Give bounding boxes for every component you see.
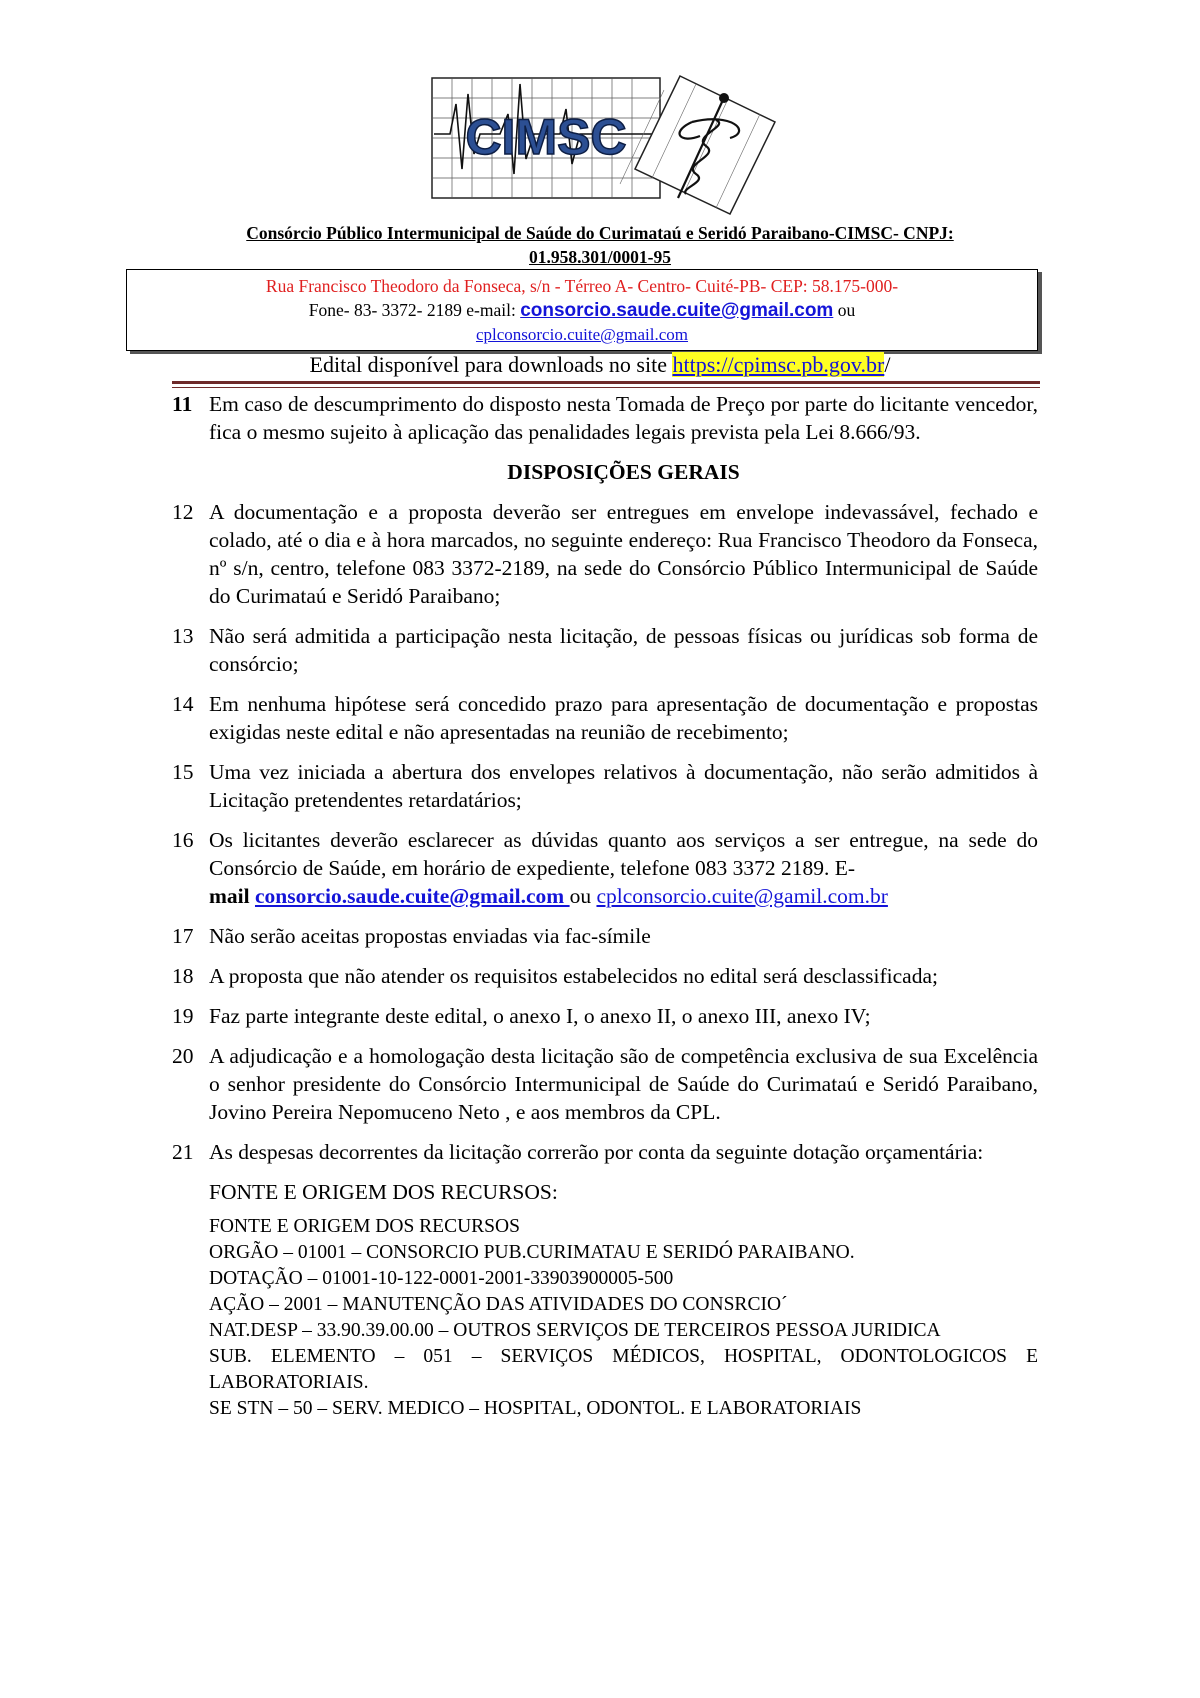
document-body: [172, 390, 1038, 1422]
clause-number: 13: [172, 624, 194, 648]
or-text: ou: [833, 300, 856, 320]
clause-14: [172, 690, 1038, 746]
clause-text: Não será admitida a participação nesta licitação, de pessoas físicas ou jurídicas sob forma de consórcio;: [209, 624, 1038, 676]
budget-allocation: [172, 1214, 1038, 1422]
secondary-email-link[interactable]: cplconsorcio.cuite@gmail.com: [475, 325, 689, 344]
edital-download-line: [150, 351, 1050, 379]
logo-text: CIMSC: [465, 109, 627, 165]
clause-email-link-2[interactable]: cplconsorcio.cuite@gamil.com.br: [596, 884, 888, 908]
clause-text: A documentação e a proposta deverão ser entregues em envelope indevassável, fechado e colado, até o dia e à hora marcados, no seguinte endereço: Rua Francisco Theodoro da Fonseca, nº s/n, centro, telefone 083 3372-2189, na sede do Consórcio Público Intermunicipal de Saúde do Curimataú e Seridó Paraibano;: [209, 500, 1038, 608]
funding-heading: FONTE E ORIGEM DOS RECURSOS:: [209, 1180, 558, 1204]
clause-21: [172, 1138, 1038, 1166]
contact-box: [126, 269, 1038, 351]
budget-line: ORGÃO – 01001 – CONSORCIO PUB.CURIMATAU E SERIDÓ PARAIBANO.: [209, 1242, 855, 1263]
clause-number: 19: [172, 1004, 194, 1028]
clause-email-link-1[interactable]: consorcio.saude.cuite@gmail.com: [254, 884, 570, 908]
org-title-line1: Consórcio Público Intermunicipal de Saúde do Curimataú e Seridó Paraibano-CIMSC- CNPJ:: [246, 223, 954, 243]
cimsc-logo: [430, 74, 790, 220]
clause-13: [172, 622, 1038, 678]
clause-text: A proposta que não atender os requisitos estabelecidos no edital será desclassificada;: [209, 964, 938, 988]
clause-number: 17: [172, 924, 194, 948]
budget-line: NAT.DESP – 33.90.39.00.00 – OUTROS SERVIÇOS DE TERCEIROS PESSOA JURIDICA: [209, 1320, 941, 1341]
budget-line: DOTAÇÃO – 01001-10-122-0001-2001-33903900005-500: [209, 1268, 674, 1289]
clause-text: Faz parte integrante deste edital, o anexo I, o anexo II, o anexo III, anexo IV;: [209, 1004, 871, 1028]
org-cnpj: 01.958.301/0001-95: [529, 247, 671, 267]
clause-text: Não serão aceitas propostas enviadas via fac-símile: [209, 924, 651, 948]
clause-15: [172, 758, 1038, 814]
clause-number: 18: [172, 964, 194, 988]
phone-text: Fone- 83- 3372- 2189 e-mail:: [308, 300, 521, 320]
clause-17: [172, 922, 1038, 950]
clause-text: As despesas decorrentes da licitação correrão por conta da seguinte dotação orçamentária:: [209, 1140, 984, 1164]
clause-12: [172, 498, 1038, 610]
clause-text: Uma vez iniciada a abertura dos envelopes relativos à documentação, não serão admitidos à Licitação pretendentes retardatários;: [209, 760, 1038, 812]
budget-line: SE STN – 50 – SERV. MEDICO – HOSPITAL, ODONTOL. E LABORATORIAIS: [209, 1398, 862, 1419]
clause-16: [172, 826, 1038, 910]
site-suffix: /: [884, 352, 891, 377]
clause-number: 16: [172, 828, 194, 852]
mail-label: mail: [209, 884, 255, 908]
clause-number: 21: [172, 1140, 194, 1164]
section-title: DISPOSIÇÕES GERAIS: [507, 460, 740, 484]
budget-line: SUB. ELEMENTO – 051 – SERVIÇOS MÉDICOS, HOSPITAL, ODONTOLOGICOS E LABORATORIAIS.: [209, 1346, 1038, 1393]
budget-line: FONTE E ORIGEM DOS RECURSOS: [209, 1216, 520, 1237]
clause-11: [172, 390, 1038, 446]
address-line: Rua Francisco Theodoro da Fonseca, s/n - Térreo A- Centro- Cuité-PB- CEP: 58.175-000-: [265, 276, 899, 296]
logo-graphic: [430, 74, 790, 220]
clause-18: [172, 962, 1038, 990]
header-divider-thick: [172, 381, 1040, 384]
clause-text: [209, 826, 1038, 910]
clause-number: 12: [172, 500, 194, 524]
primary-email-link[interactable]: consorcio.saude.cuite@gmail.com: [520, 300, 834, 321]
clause-19: [172, 1002, 1038, 1030]
clause-text: Em nenhuma hipótese será concedido prazo para apresentação de documentação e propostas exigidas neste edital e não apresentadas na reunião de recebimento;: [209, 692, 1038, 744]
clause-number: 15: [172, 760, 194, 784]
header-divider-thin: [172, 387, 1040, 388]
or-text: ou: [569, 884, 597, 908]
clause-number: 11: [172, 392, 193, 416]
clause-text: A adjudicação e a homologação desta licitação são de competência exclusiva de sua Excelência o senhor presidente do Consórcio Intermunicipal de Saúde do Curimataú e Seridó Paraibano, Jovino Pereira Nepomuceno Neto , e aos membros da CPL.: [209, 1044, 1038, 1124]
clause-20: [172, 1042, 1038, 1126]
edital-text: Edital disponível para downloads no site: [309, 352, 673, 377]
organization-title: [150, 221, 1050, 269]
clause-text: Em caso de descumprimento do disposto nesta Tomada de Preço por parte do licitante vencedor, fica o mesmo sujeito à aplicação das penalidades legais prevista pela Lei 8.666/93.: [209, 392, 1038, 444]
clause-number: 20: [172, 1044, 194, 1068]
clause-number: 14: [172, 692, 194, 716]
clause-16-text: Os licitantes deverão esclarecer as dúvidas quanto aos serviços a ser entregue, na sede do Consórcio de Saúde, em horário de expediente, telefone 083 3372 2189. E-: [209, 828, 1038, 880]
phone-email-line: [127, 298, 1037, 323]
site-link[interactable]: https://cpimsc.pb.gov.br: [672, 352, 885, 377]
budget-line: AÇÃO – 2001 – MANUTENÇÃO DAS ATIVIDADES DO CONSRCIO´: [209, 1294, 788, 1315]
